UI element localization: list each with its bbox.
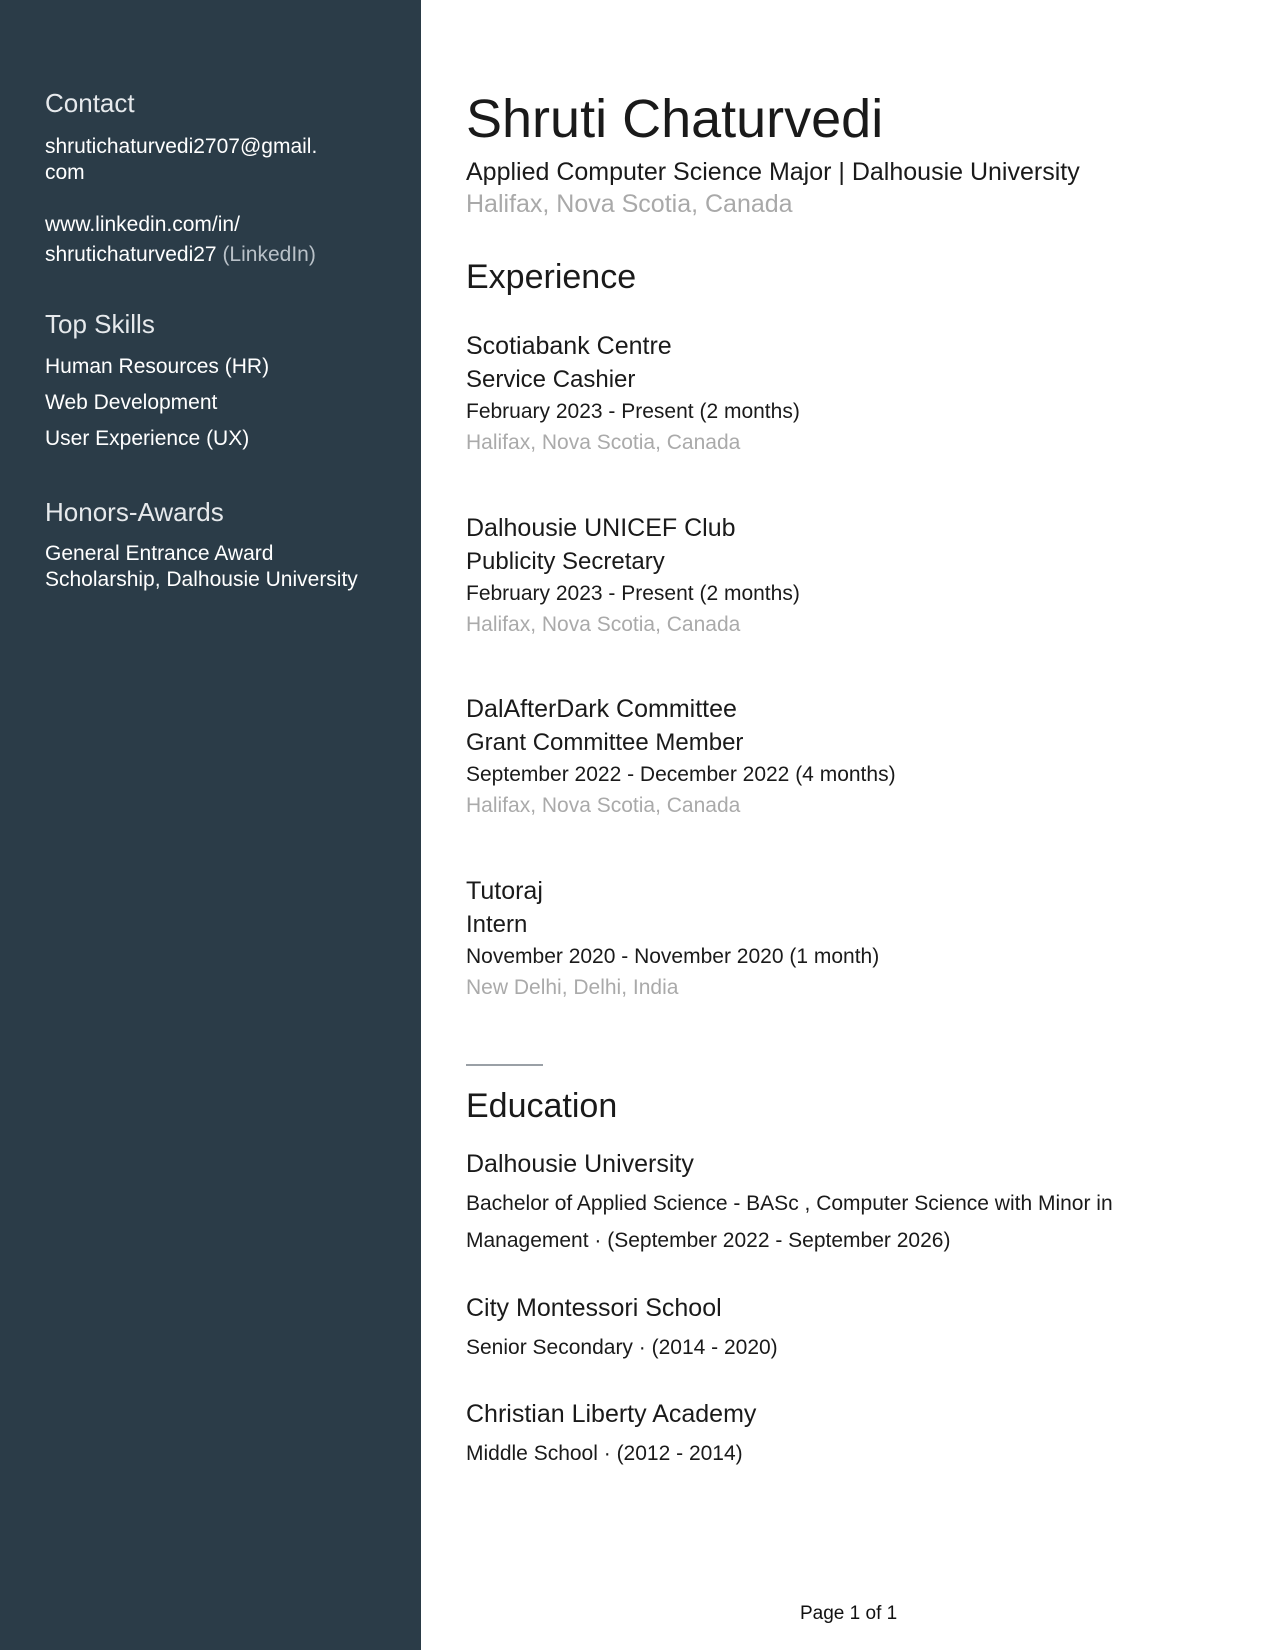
experience-entry — [466, 874, 1256, 1004]
education-entry — [466, 1291, 1256, 1366]
degree-details: Senior Secondary · (2014 - 2020) — [466, 1336, 778, 1359]
job-title: Intern — [466, 911, 528, 938]
degree-details: Middle School · (2012 - 2014) — [466, 1442, 743, 1465]
skill-item: Web Development — [45, 391, 218, 414]
section-divider — [466, 1064, 543, 1066]
education-heading: Education — [466, 1087, 618, 1125]
job-company: DalAfterDark Committee — [466, 695, 737, 723]
job-location: Halifax, Nova Scotia, Canada — [466, 431, 741, 454]
job-location: Halifax, Nova Scotia, Canada — [466, 613, 741, 636]
skill-item: User Experience (UX) — [45, 427, 250, 450]
honors-list — [45, 541, 385, 593]
skill-item: Human Resources (HR) — [45, 355, 270, 378]
job-location: Halifax, Nova Scotia, Canada — [466, 794, 741, 817]
job-company: Scotiabank Centre — [466, 332, 672, 360]
school-name: Dalhousie University — [466, 1150, 694, 1178]
person-location: Halifax, Nova Scotia, Canada — [466, 190, 793, 218]
job-dates: February 2023 - Present (2 months) — [466, 582, 800, 605]
school-name: City Montessori School — [466, 1294, 722, 1322]
contact-email[interactable] — [45, 134, 345, 186]
degree-details — [466, 1185, 1256, 1259]
person-name: Shruti Chaturvedi — [466, 89, 884, 149]
job-location: New Delhi, Delhi, India — [466, 976, 679, 999]
school-name: Christian Liberty Academy — [466, 1400, 757, 1428]
degree-line-1: Bachelor of Applied Science - BASc , Computer Science with Minor in — [466, 1192, 1113, 1215]
job-dates: February 2023 - Present (2 months) — [466, 400, 800, 423]
experience-entry — [466, 511, 1256, 641]
job-title: Grant Committee Member — [466, 729, 744, 756]
email-line-2: com — [45, 161, 85, 184]
job-company: Dalhousie UNICEF Club — [466, 514, 736, 542]
skills-list — [45, 354, 269, 462]
email-line-1: shrutichaturvedi2707@gmail. — [45, 135, 318, 158]
job-dates: September 2022 - December 2022 (4 months) — [466, 763, 896, 786]
page-number: Page 1 of 1 — [800, 1603, 898, 1624]
education-entry — [466, 1147, 1256, 1259]
job-title: Service Cashier — [466, 366, 636, 393]
job-dates: November 2020 - November 2020 (1 month) — [466, 945, 880, 968]
sidebar — [0, 0, 421, 1650]
job-company: Tutoraj — [466, 877, 543, 905]
job-title: Publicity Secretary — [466, 548, 665, 575]
linkedin-line-2 — [45, 240, 365, 270]
degree-line-2: Management · (September 2022 - September 2026) — [466, 1229, 951, 1252]
honors-heading: Honors-Awards — [45, 497, 224, 527]
honor-line-1: General Entrance Award — [45, 542, 274, 565]
headline: Applied Computer Science Major | Dalhousie University — [466, 158, 1080, 186]
contact-linkedin[interactable] — [45, 210, 365, 270]
top-skills-heading: Top Skills — [45, 309, 155, 339]
contact-heading: Contact — [45, 88, 135, 118]
education-entry — [466, 1397, 1256, 1472]
linkedin-line-1: www.linkedin.com/in/ — [45, 213, 240, 236]
honor-line-2: Scholarship, Dalhousie University — [45, 568, 358, 591]
linkedin-label: (LinkedIn) — [216, 243, 316, 266]
linkedin-handle: shrutichaturvedi27 — [45, 243, 217, 266]
experience-heading: Experience — [466, 258, 637, 296]
experience-entry — [466, 692, 1256, 822]
experience-entry — [466, 329, 1256, 459]
